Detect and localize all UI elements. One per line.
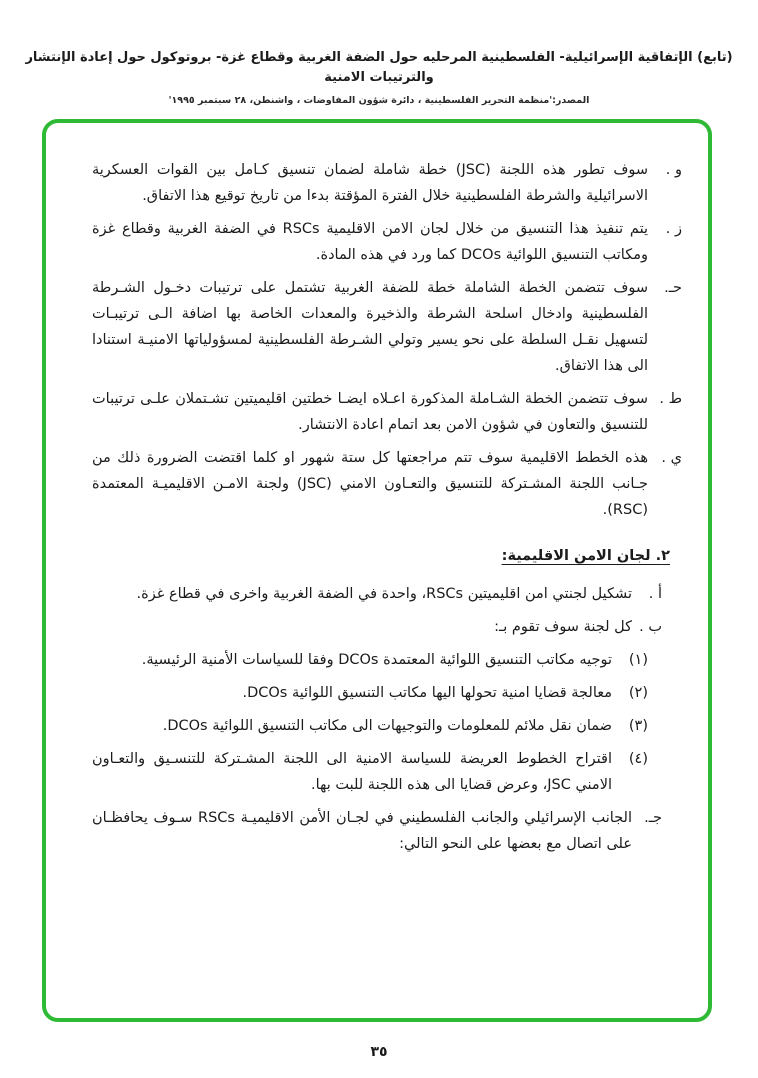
numbered-item-2	[92, 680, 682, 706]
document-body	[46, 123, 708, 857]
clause-marker: ب .	[639, 619, 662, 635]
document-source-line: المصدر:'منظمة التحرير الفلسطينية ، دائرة شؤون المفاوضات ، واشنطن، ٢٨ سبتمبر ١٩٩٥'	[168, 95, 590, 106]
clause-text: كل لجنة سوف تقوم بـ:	[494, 619, 632, 635]
item-text: ضمان نقل ملائم للمعلومات والتوجيهات الى مكاتب التنسيق اللوائية DCOs.	[162, 718, 612, 734]
clause-marker: ي .	[661, 450, 682, 466]
clause-text: هذه الخطط الاقليمية سوف تتم مراجعتها كل ستة شهور او كلما اقتضت الضرورة ذلك من جـانب اللجنة المشـتركة للتنسيق والتعـاون الامني (JSC) ولجنة الامـن الاقليميـة المعتمدة (RSC).	[92, 450, 648, 518]
clause-marker: أ .	[648, 586, 662, 602]
clause-text: سوف تطور هذه اللجنة (JSC) خطة شاملة لضمان تنسيق كـامل بين القوات العسكرية الاسرائيلية والشرطة الفلسطينية خلال الفترة المؤقتة بدءا من تاريخ توقيع هذا الاتفاق.	[92, 162, 648, 204]
clause-marker: جـ.	[644, 810, 662, 826]
item-number: (٣)	[628, 718, 648, 734]
numbered-item-4	[92, 746, 682, 798]
clause-marker: و .	[665, 162, 682, 178]
clause-text: يتم تنفيذ هذا التنسيق من خلال لجان الامن الاقليمية RSCs في الضفة الغربية وقطاع غزة ومكاتب التنسيق اللوائية DCOs كما ورد في هذه المادة.	[92, 221, 648, 263]
clause-waw	[92, 157, 682, 209]
section-heading	[92, 543, 682, 569]
item-number: (١)	[628, 652, 648, 668]
clause-tah	[92, 386, 682, 438]
content-frame	[42, 119, 712, 1022]
clause-text: الجانب الإسرائيلي والجانب الفلسطيني في لجـان الأمن الاقليميـة RSCs سـوف يحافظـان على اتصال مع بعضها على النحو التالي:	[92, 810, 633, 852]
item-number: (٤)	[628, 751, 648, 767]
clause-yah	[92, 445, 682, 523]
clause-text: تشكيل لجنتي امن اقليميتين RSCs، واحدة في الضفة الغربية واخرى في قطاع غزة.	[136, 586, 632, 602]
clause-marker: ز .	[665, 221, 682, 237]
subclause-alef	[92, 581, 682, 607]
item-number: (٢)	[628, 685, 648, 701]
item-text: معالجة قضايا امنية تحولها اليها مكاتب التنسيق اللوائية DCOs.	[242, 685, 612, 701]
subclause-bah	[92, 614, 682, 640]
item-text: توجيه مكاتب التنسيق اللوائية المعتمدة DCOs وفقا للسياسات الأمنية الرئيسية.	[141, 652, 612, 668]
clause-hah	[92, 275, 682, 379]
clause-marker: ط .	[659, 391, 682, 407]
clause-text: سوف تتضمن الخطة الشـاملة المذكورة اعـلاه ايضـا خطتين اقليميتين تشـتملان علـى ترتيبات للتنسيق والتعاون في شؤون الامن بعد اتمام اعادة الانتشار.	[92, 391, 648, 433]
clause-marker: حـ.	[664, 280, 682, 296]
numbered-item-3	[92, 713, 682, 739]
section-heading-text: ٢. لجان الامن الاقليمية:	[501, 548, 670, 564]
page-number: ٣٥	[370, 1044, 388, 1060]
numbered-item-1	[92, 647, 682, 673]
document-header	[20, 48, 738, 106]
subclause-jeem	[92, 805, 682, 857]
item-text: اقتراح الخطوط العريضة للسياسة الامنية الى اللجنة المشـتركة للتنسـيق والتعـاون الامني JSC، وعرض قضايا الى هذه اللجنة للبت بها.	[92, 751, 612, 793]
clause-text: سوف تتضمن الخطة الشاملة خطة للضفة الغربية تشتمل على ترتيبات دخـول الشـرطة الفلسطينية وادخال اسلحة الشرطة والذخيرة والمعدات الخاصة بها اضافة الـى ترتيبـات لتسهيل نقـل السلطة على نحو يسير وتولي الشـرطة الفلسطينية لمسؤولياتها الامنيـة استنادا الى هذا الاتفاق.	[92, 280, 648, 374]
clause-zay	[92, 216, 682, 268]
document-title: (تابع) الإتفاقية الإسرائيلية- الفلسطينية المرحليه حول الضفة الغربية وقطاع غزة- بروتوكول حول إعادة الإنتشار والترتيبات الامنية	[25, 50, 733, 85]
